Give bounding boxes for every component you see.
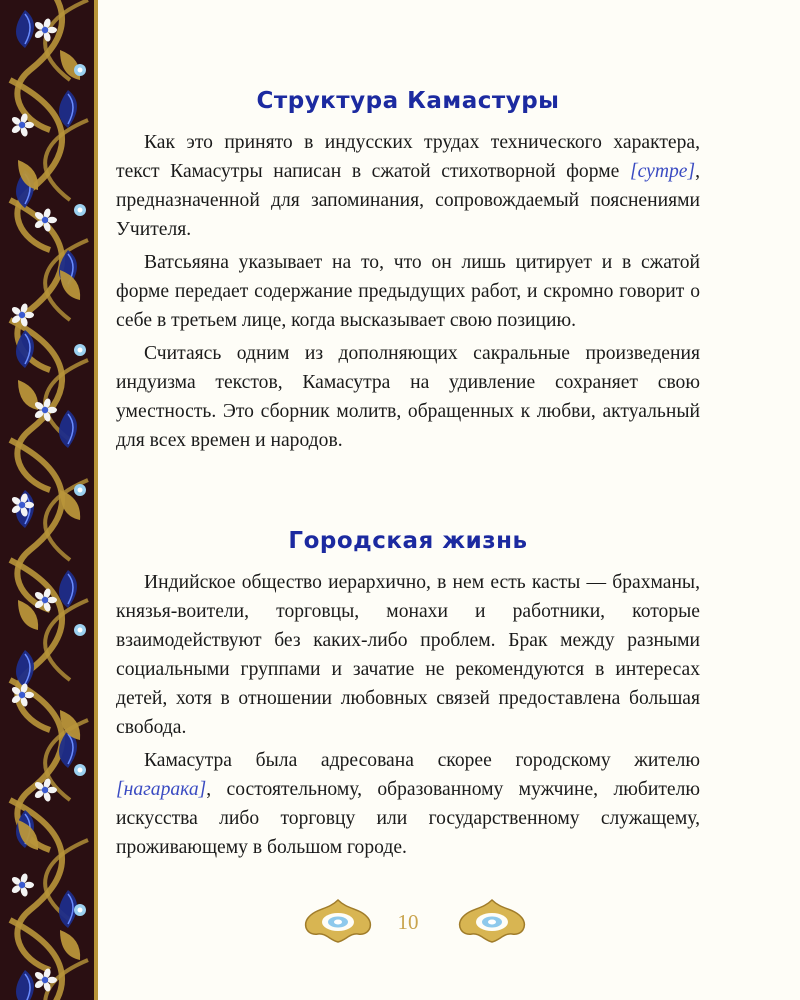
paragraph-text: Ватсьяяна указывает на то, что он лишь цитирует и в сжатой форме передает содержание предыдущих работ, и скромно говорит о себе в третьем лице, когда высказывает свою позицию. bbox=[116, 252, 700, 331]
section-title-structure: Структура Камастуры bbox=[256, 88, 560, 114]
page-footer bbox=[98, 896, 800, 946]
paragraph bbox=[116, 339, 700, 455]
page-number: 10 bbox=[397, 910, 419, 934]
paragraph-text: , предназначенной для запоминания, сопровождаемый пояснениями Учителя. bbox=[116, 161, 700, 240]
paragraph-text: Камасутра была адресована скорее городскому жителю bbox=[144, 750, 700, 771]
right-footer-ornament-icon bbox=[452, 896, 532, 946]
paragraph bbox=[116, 128, 700, 244]
paragraph-text: Индийское общество иерархично, в нем есть касты — брахманы, князья-воители, торговцы, монахи и работники, которые взаимодействуют без каких-либо проблем. Брак между разными социальными группами и зачатие не рекомендуются в интересах детей, хотя в отношении любовных связей предоставлена большая свобода. bbox=[116, 572, 700, 738]
floral-ornament-icon bbox=[0, 0, 98, 1000]
ornamental-border bbox=[0, 0, 98, 1000]
paragraph bbox=[116, 248, 700, 335]
page-content bbox=[116, 0, 700, 1000]
term-nagaraka: [нагарака] bbox=[116, 779, 207, 800]
left-footer-ornament-icon bbox=[298, 896, 378, 946]
paragraph bbox=[116, 568, 700, 742]
section-structure bbox=[116, 128, 700, 455]
section-city-life bbox=[116, 568, 700, 862]
paragraph-text: Как это принято в индусских трудах технического характера, текст Камасутры написан в сжатой стихотворной форме bbox=[116, 132, 700, 182]
section-title-city-life: Городская жизнь bbox=[288, 528, 528, 554]
paragraph bbox=[116, 746, 700, 862]
paragraph-text: , состоятельному, образованному мужчине, любителю искусства либо торговцу или государственному служащему, проживающему в большом городе. bbox=[116, 779, 700, 858]
term-sutra: [сутре] bbox=[629, 161, 696, 182]
paragraph-text: Считаясь одним из дополняющих сакральные произведения индуизма текстов, Камасутра на удивление сохраняет свою уместность. Это сборник молитв, обращенных к любви, актуальный для всех времен и народов. bbox=[116, 343, 700, 451]
